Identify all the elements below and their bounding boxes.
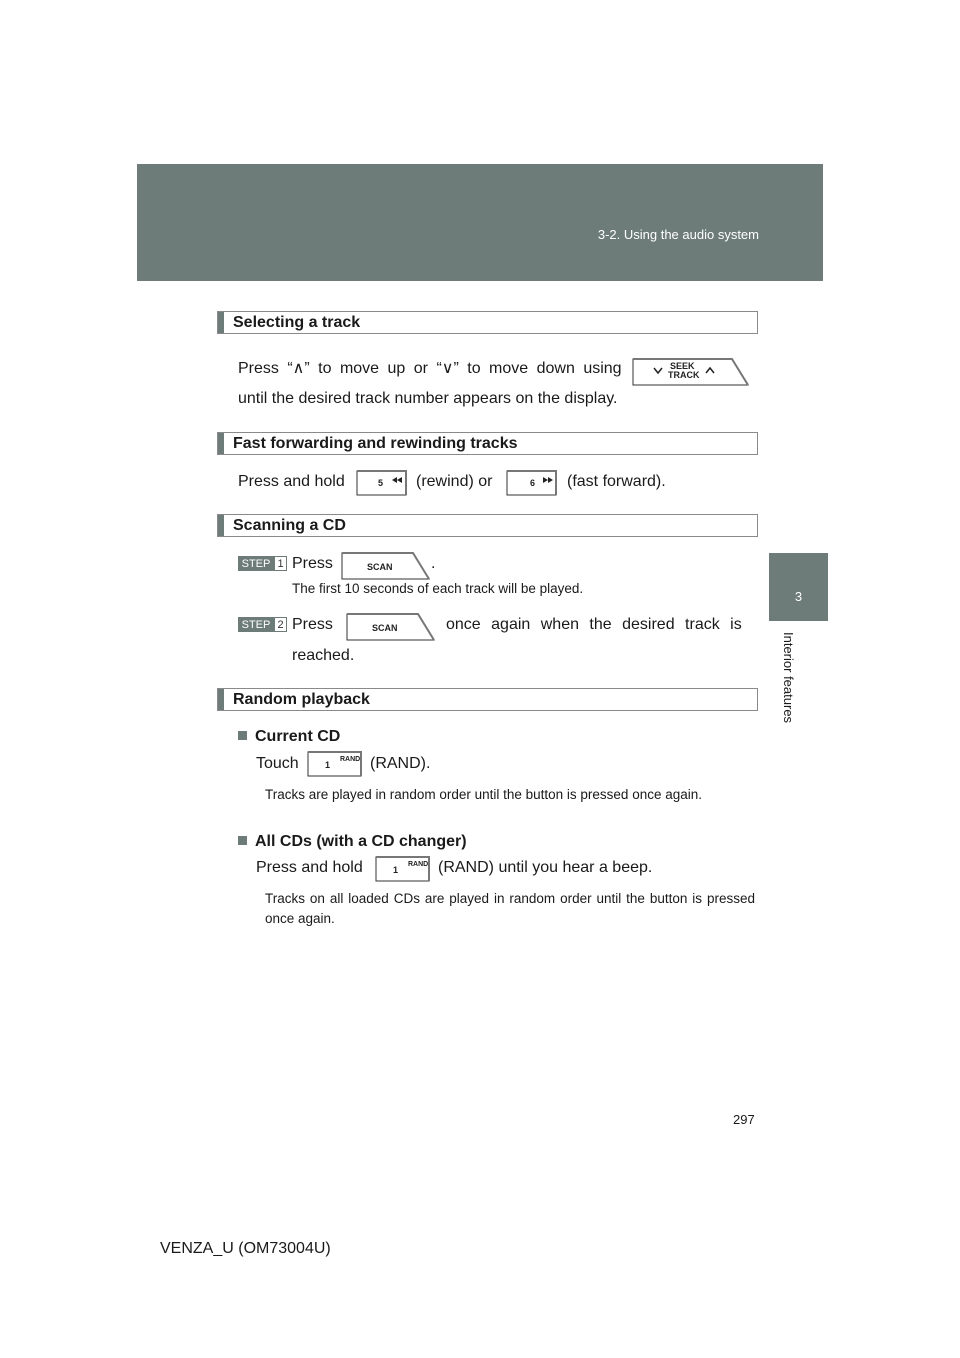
heading-random bbox=[217, 688, 758, 711]
seek-label: SEEK bbox=[670, 361, 695, 371]
selecting-line-1 bbox=[238, 358, 622, 380]
text: ” to move up or “ bbox=[304, 360, 442, 377]
step-1-badge bbox=[238, 556, 288, 571]
header-band bbox=[137, 164, 823, 281]
step-2-text-b: once again when the desired track is bbox=[446, 616, 742, 633]
rand-button-label: RAND bbox=[340, 756, 361, 763]
step-1-note: The first 10 seconds of each track will be played. bbox=[292, 581, 584, 596]
heading-scanning bbox=[217, 514, 758, 537]
step-number: 1 bbox=[274, 556, 287, 571]
section-label: 3-2. Using the audio system bbox=[597, 227, 759, 242]
rand-button-icon bbox=[375, 855, 431, 883]
scan-button-label: SCAN bbox=[367, 562, 393, 572]
heading-text: Selecting a track bbox=[233, 313, 361, 331]
all-cds-text: Press and hold bbox=[256, 859, 363, 876]
current-cd-note: Tracks are played in random order until the button is pressed once again. bbox=[265, 787, 702, 802]
step-1-text: Press bbox=[292, 555, 333, 572]
down-symbol: ∨ bbox=[441, 360, 454, 377]
current-cd-heading bbox=[238, 728, 340, 746]
heading-fast-forward bbox=[217, 432, 758, 455]
text: Current CD bbox=[255, 728, 341, 745]
text: ” to move down using bbox=[453, 360, 622, 377]
scan-button-icon bbox=[346, 612, 436, 642]
rand-button-number: 1 bbox=[325, 760, 331, 770]
fast-text-forward: (fast forward). bbox=[567, 473, 666, 490]
text: Press and hold bbox=[238, 473, 345, 490]
seek-track-button-icon bbox=[632, 357, 750, 387]
heading-accent bbox=[218, 689, 224, 710]
bullet-square bbox=[238, 731, 247, 740]
text: All CDs (with a CD changer) bbox=[255, 833, 467, 850]
fast-line bbox=[238, 471, 345, 493]
heading-text: Fast forwarding and rewinding tracks bbox=[233, 434, 518, 452]
heading-text: Random playback bbox=[233, 690, 370, 708]
fast-forward-button-number: 6 bbox=[530, 478, 536, 488]
step-2-text: Press bbox=[292, 616, 333, 633]
all-cds-heading bbox=[238, 833, 467, 851]
step-word: STEP bbox=[238, 556, 274, 571]
step-2-text-c: reached. bbox=[292, 647, 355, 664]
rand-button-icon bbox=[307, 750, 363, 778]
rewind-button-icon bbox=[356, 469, 408, 497]
page-number: 297 bbox=[733, 1112, 755, 1127]
up-symbol: ∧ bbox=[292, 360, 305, 377]
bullet-square bbox=[238, 836, 247, 845]
rand-button-number: 1 bbox=[393, 865, 399, 875]
heading-accent bbox=[218, 312, 224, 333]
chapter-number: 3 bbox=[794, 589, 803, 604]
heading-selecting-track bbox=[217, 311, 758, 334]
text: Press “ bbox=[238, 360, 293, 377]
selecting-line-2: until the desired track number appears on the display. bbox=[238, 390, 618, 407]
fast-text-rewind: (rewind) or bbox=[416, 473, 493, 490]
heading-accent bbox=[218, 515, 224, 536]
chapter-tab bbox=[769, 553, 828, 621]
rand-button-label: RAND bbox=[408, 861, 429, 868]
all-cds-note: Tracks on all loaded CDs are played in random order until the button is pressed once again. bbox=[265, 891, 755, 926]
chapter-label: Interior features bbox=[781, 632, 796, 724]
step-number: 2 bbox=[274, 617, 287, 632]
scan-button-icon bbox=[341, 551, 431, 581]
heading-text: Scanning a CD bbox=[233, 516, 346, 534]
step-2-badge bbox=[238, 617, 288, 632]
step-word: STEP bbox=[238, 617, 274, 632]
fast-forward-button-icon bbox=[506, 469, 558, 497]
current-cd-text: Touch bbox=[256, 755, 299, 772]
current-cd-text-b: (RAND). bbox=[370, 755, 431, 772]
track-label: TRACK bbox=[668, 370, 700, 380]
rewind-button-number: 5 bbox=[378, 478, 384, 488]
footer-model-code: VENZA_U (OM73004U) bbox=[160, 1240, 331, 1257]
step-1-dot: . bbox=[431, 555, 436, 572]
heading-accent bbox=[218, 433, 224, 454]
scan-button-label: SCAN bbox=[372, 623, 398, 633]
all-cds-text-b: (RAND) until you hear a beep. bbox=[438, 859, 653, 876]
